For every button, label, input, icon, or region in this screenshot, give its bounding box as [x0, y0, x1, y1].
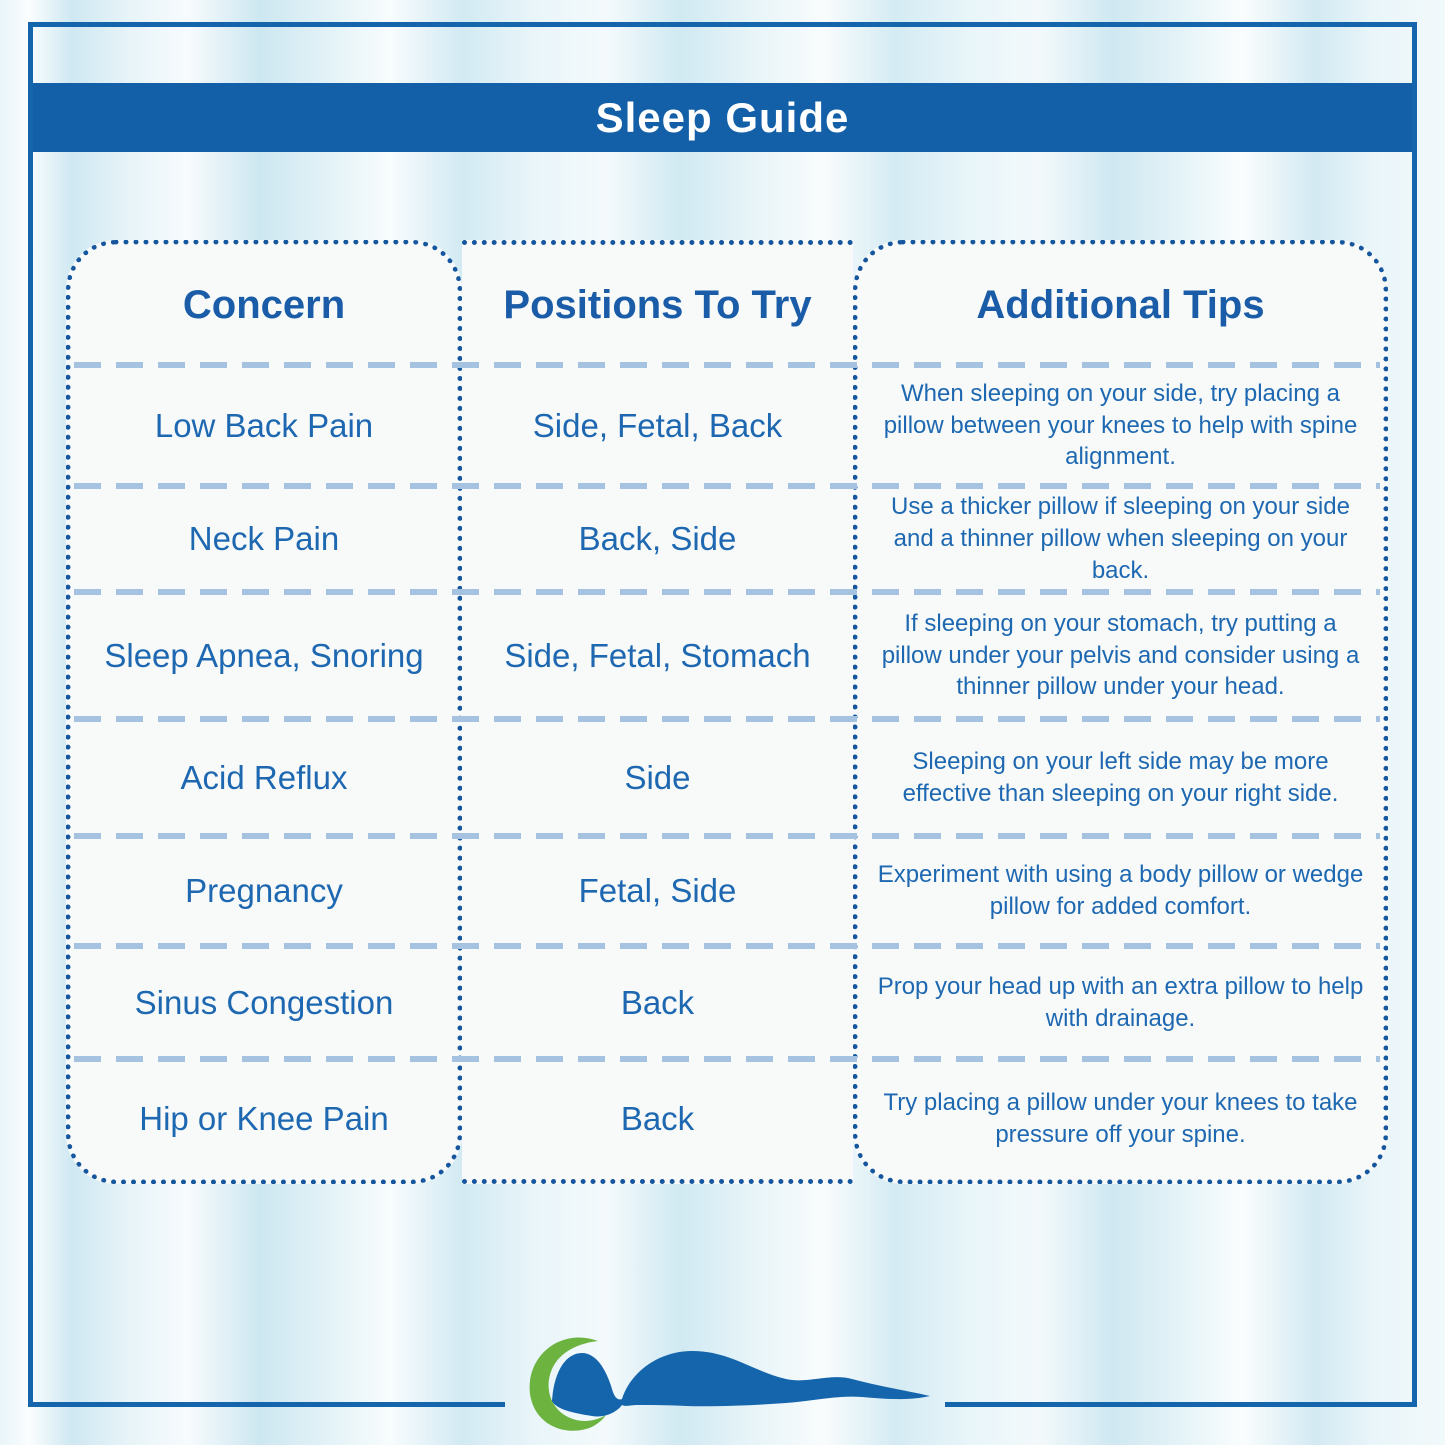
- tip-cell: If sleeping on your stomach, try putting a pillow under your pelvis and consider using a thinner pillow under your head.: [881, 609, 1360, 701]
- positions-cell: Side: [624, 758, 691, 796]
- concern-cell: Neck Pain: [188, 520, 340, 557]
- frame-bottom-line-left: [28, 1402, 505, 1407]
- positions-cell: Side, Fetal, Back: [532, 406, 783, 444]
- sleeping-wave-logo: [500, 1325, 945, 1440]
- concern-cell: Pregnancy: [185, 872, 343, 909]
- tip-cell: Use a thicker pillow if sleeping on your side and a thinner pillow when sleeping on your back.: [891, 493, 1350, 584]
- tip-cell: Prop your head up with an extra pillow to help with drainage.: [877, 972, 1364, 1032]
- positions-cell: Back: [620, 1100, 695, 1137]
- positions-cell: Back: [620, 983, 695, 1021]
- tip-cell: Sleeping on your left side may be more effective than sleeping on your right side.: [902, 747, 1339, 807]
- column-header-concern: Concern: [182, 282, 346, 327]
- tips-column: [853, 240, 1388, 1184]
- concern-column: [66, 240, 462, 1184]
- column-header-positions: Positions To Try: [503, 282, 812, 327]
- positions-cell: Side, Fetal, Stomach: [504, 636, 811, 674]
- page-title: Sleep Guide: [595, 93, 850, 141]
- concern-cell: Sinus Congestion: [134, 983, 394, 1021]
- concern-cell: Acid Reflux: [180, 758, 348, 796]
- tip-cell: Try placing a pillow under your knees to take pressure off your spine.: [883, 1089, 1358, 1148]
- column-header-tips: Additional Tips: [976, 282, 1265, 327]
- sleep-guide-table: [66, 240, 1388, 1184]
- tip-cell: Experiment with using a body pillow or wedge pillow for added comfort.: [877, 861, 1364, 920]
- positions-column: [462, 240, 853, 1184]
- positions-cell: Back, Side: [578, 520, 737, 557]
- positions-cell: Fetal, Side: [578, 872, 737, 909]
- tip-cell: When sleeping on your side, try placing a pillow between your knees to help with spine alignment.: [883, 379, 1358, 471]
- concern-cell: Sleep Apnea, Snoring: [104, 636, 424, 674]
- logo-blue-wave: [552, 1351, 930, 1416]
- title-bar: [33, 83, 1412, 152]
- frame-bottom-line-right: [945, 1402, 1417, 1407]
- concern-cell: Low Back Pain: [154, 406, 374, 444]
- concern-cell: Hip or Knee Pain: [139, 1100, 389, 1137]
